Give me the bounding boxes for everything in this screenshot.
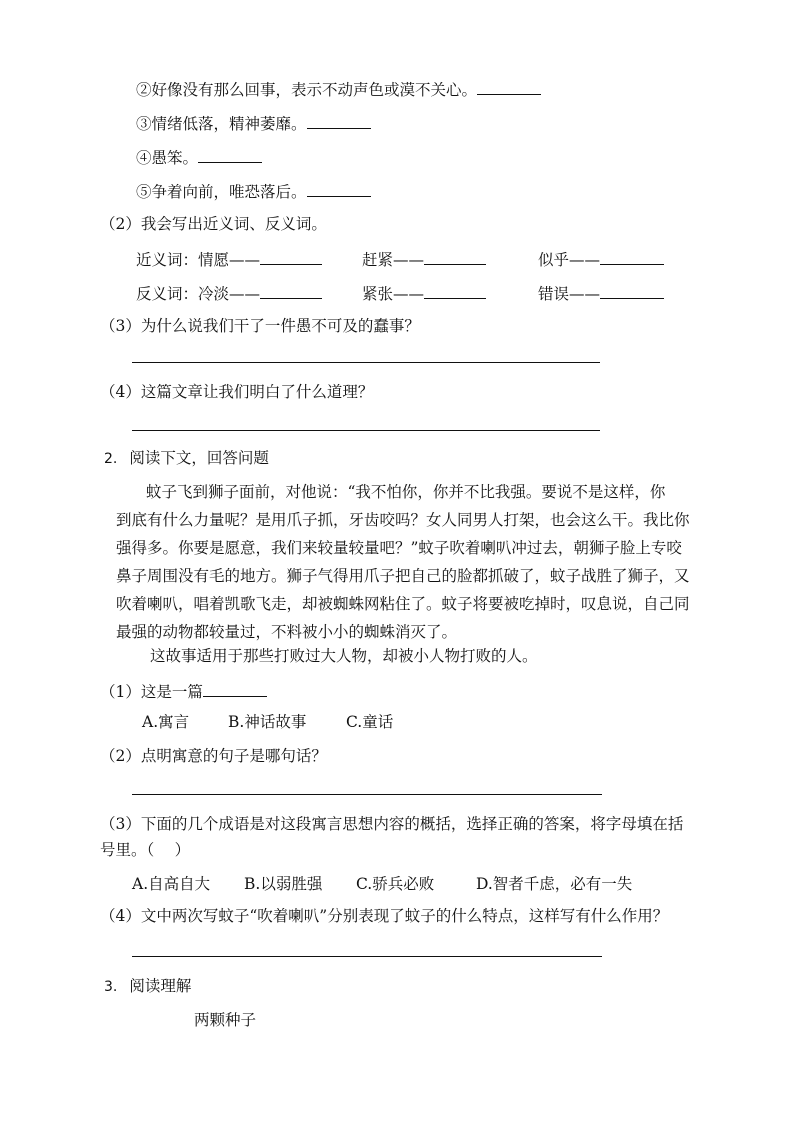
item-3: ③情绪低落，精神萎靡。 bbox=[136, 112, 371, 134]
answer-line[interactable] bbox=[132, 362, 600, 363]
passage-line: 鼻子周围没有毛的地方。狮子气得用爪子把自己的脸都抓破了，蚊子战胜了狮子，又 bbox=[116, 567, 690, 585]
question-3-options bbox=[132, 874, 632, 894]
option-b[interactable]: B.神话故事 bbox=[228, 713, 307, 731]
passage-moral: 这故事适用于那些打败过大人物，却被小人物打败的人。 bbox=[150, 647, 538, 665]
option-c[interactable]: C.骄兵必败 bbox=[356, 875, 435, 893]
question-3: （3）为什么说我们干了一件愚不可及的蠢事？ bbox=[100, 317, 420, 335]
item-2: ②好像没有那么回事，表示不动声色或漠不关心。 bbox=[136, 78, 541, 100]
answer-blank[interactable] bbox=[198, 146, 262, 163]
synonym-blank[interactable] bbox=[424, 248, 486, 265]
antonym-blank[interactable] bbox=[424, 282, 486, 299]
synonym-item: 赶紧—— bbox=[362, 248, 486, 270]
synonym-blank[interactable] bbox=[600, 248, 664, 265]
answer-blank[interactable] bbox=[307, 180, 371, 197]
antonym-blank[interactable] bbox=[600, 282, 664, 299]
passage-line: 最强的动物都较量过，不料被小小的蜘蛛消灭了。 bbox=[116, 623, 458, 641]
question-2-synonyms: （2）我会写出近义词、反义词。 bbox=[100, 215, 327, 233]
answer-blank[interactable] bbox=[477, 78, 541, 95]
option-b[interactable]: B.以弱胜强 bbox=[244, 875, 323, 893]
question-4: （4）文中两次写蚊子“吹着喇叭”分别表现了蚊子的什么特点，这样写有什么作用？ bbox=[100, 907, 669, 925]
answer-line[interactable] bbox=[132, 956, 602, 957]
answer-blank[interactable] bbox=[203, 680, 267, 697]
passage-title: 两颗种子 bbox=[194, 1011, 257, 1029]
antonym-row: 反义词：冷淡—— bbox=[136, 282, 322, 304]
question-3-line2: 号里。（ ） bbox=[100, 841, 191, 859]
question-2: （2）点明寓意的句子是哪句话？ bbox=[100, 747, 327, 765]
passage-line: 吹着喇叭，唱着凯歌飞走，却被蜘蛛网粘住了。蚊子将要被吃掉时，叹息说，自己同 bbox=[116, 595, 690, 613]
passage-line: 到底有什么力量呢？是用爪子抓，牙齿咬吗？女人同男人打架，也会这么干。我比你 bbox=[116, 511, 690, 529]
passage-line: 强得多。你要是愿意，我们来较量较量吧？”蚊子吹着喇叭冲过去，朝狮子脸上专咬 bbox=[116, 539, 682, 557]
question-1: （1）这是一篇 bbox=[100, 680, 267, 702]
item-4: ④愚笨。 bbox=[136, 146, 262, 168]
antonym-item: 紧张—— bbox=[362, 282, 486, 304]
answer-blank[interactable] bbox=[307, 112, 371, 129]
question-4: （4）这篇文章让我们明白了什么道理？ bbox=[100, 383, 374, 401]
question-3-line1: （3）下面的几个成语是对这段寓言思想内容的概括，选择正确的答案，将字母填在括 bbox=[100, 815, 684, 833]
question-1-options bbox=[142, 712, 393, 732]
answer-line[interactable] bbox=[132, 794, 602, 795]
answer-line[interactable] bbox=[132, 430, 600, 431]
section-2-heading: 2. 阅读下文，回答问题 bbox=[104, 449, 269, 467]
synonym-blank[interactable] bbox=[260, 248, 322, 265]
antonym-blank[interactable] bbox=[260, 282, 322, 299]
option-a[interactable]: A.寓言 bbox=[142, 713, 190, 731]
passage-line: 蚊子飞到狮子面前，对他说：“我不怕你，你并不比我强。要说不是这样，你 bbox=[146, 483, 666, 501]
option-c[interactable]: C.童话 bbox=[346, 713, 394, 731]
option-d[interactable]: D.智者千虑，必有一失 bbox=[476, 875, 633, 893]
synonym-row: 近义词：情愿—— bbox=[136, 248, 322, 270]
section-3-heading: 3. 阅读理解 bbox=[104, 977, 192, 995]
antonym-item: 错误—— bbox=[538, 282, 664, 304]
synonym-item: 似乎—— bbox=[538, 248, 664, 270]
item-5: ⑤争着向前，唯恐落后。 bbox=[136, 180, 371, 202]
option-a[interactable]: A.自高自大 bbox=[132, 875, 211, 893]
